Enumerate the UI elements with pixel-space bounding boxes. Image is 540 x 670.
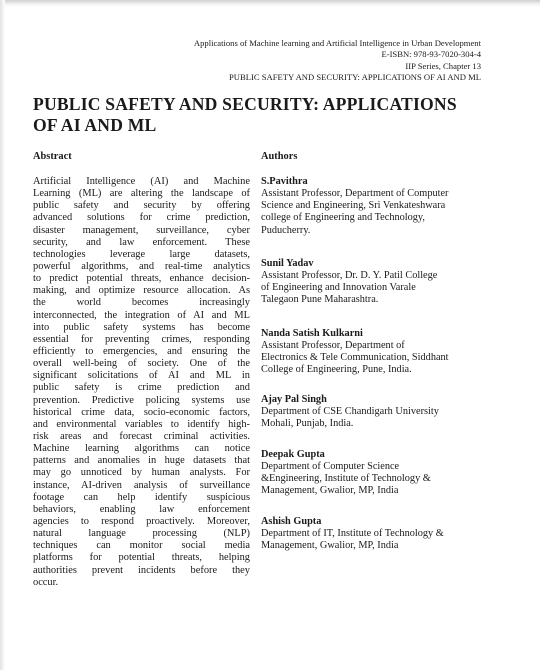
- header-series: IIP Series, Chapter 13: [405, 60, 481, 71]
- abstract-line: advanced solutions for crime prediction,: [33, 212, 250, 224]
- author-entry: [261, 449, 431, 498]
- header-book-title: Applications of Machine learning and Artificial Intelligence in Urban Development: [193, 38, 481, 48]
- abstract-line: significant solicitations of AI and ML in: [33, 370, 250, 382]
- abstract-line: occur.: [33, 576, 59, 588]
- authors-heading: Authors: [261, 151, 298, 162]
- author-name: S.Pavithra: [261, 176, 308, 187]
- affiliation-line: Assistant Professor, Department of Computer: [261, 188, 449, 200]
- author-affiliation: [261, 270, 437, 306]
- author-affiliation: [261, 188, 448, 237]
- author-entry: [261, 328, 449, 377]
- abstract-line: the world becomes increasingly: [33, 297, 250, 309]
- abstract-line: platforms for potential threats, helping: [33, 552, 250, 564]
- affiliation-line: Department of CSE Chandigarh University: [261, 406, 439, 418]
- abstract-line: efficiently to emergencies, and ensuring the: [33, 345, 250, 357]
- affiliation-line: Assistant Professor, Department of: [261, 340, 405, 352]
- abstract-line: and environmental variables to identify high-: [33, 418, 250, 430]
- author-affiliation: [261, 461, 431, 497]
- author-name: Ajay Pal Singh: [261, 394, 327, 405]
- abstract-line: prevention. Predictive policing systems use: [33, 394, 250, 406]
- abstract-line: techniques can monitor social media: [33, 540, 250, 552]
- abstract-line: instance, AI-driven analysis of surveillance: [33, 479, 250, 491]
- abstract-line: disaster management, surveillance, cyber: [33, 224, 250, 236]
- affiliation-line: Management, Gwalior, MP, India: [261, 540, 399, 552]
- affiliation-line: Department of Computer Science: [261, 461, 400, 473]
- abstract-line: authorities prevent incidents before they: [33, 564, 250, 576]
- header-chapter-title: PUBLIC SAFETY AND SECURITY: APPLICATIONS OF AI AND ML: [229, 72, 481, 83]
- affiliation-line: Department of IT, Institute of Technology &: [261, 528, 444, 540]
- author-entry: [261, 516, 444, 552]
- author-affiliation: [261, 406, 439, 430]
- abstract-line: overall well-being of society. One of the: [33, 358, 250, 370]
- abstract-line: may go unnoticed by human analysts. For: [33, 467, 250, 479]
- affiliation-line: Assistant Professor, Dr. D. Y. Patil College: [261, 270, 438, 282]
- abstract-line: technologies leverage large datasets,: [33, 248, 250, 260]
- abstract-line: interconnected, the integration of AI and ML: [33, 309, 250, 321]
- affiliation-line: Science and Engineering, Sri Venkateshwara: [261, 200, 446, 212]
- abstract-heading: Abstract: [33, 151, 72, 162]
- affiliation-line: Talegaon Pune Maharashtra.: [261, 294, 379, 306]
- abstract-line: historical crime data, socio-economic factors,: [33, 406, 250, 418]
- abstract-line: risk areas and forecast criminal activities.: [33, 430, 250, 442]
- abstract-line: public safety is crime prediction and: [33, 382, 250, 394]
- author-entry: [261, 258, 437, 307]
- abstract-line: security, and law enforcement. These: [33, 236, 250, 248]
- page-top-shadow: [0, 0, 540, 7]
- author-entry: [261, 394, 439, 430]
- abstract-line: Learning (ML) are altering the landscape of: [33, 188, 250, 200]
- affiliation-line: college of Engineering and Technology,: [261, 212, 425, 224]
- header-isbn: E-ISBN: 978-93-7020-304-4: [381, 49, 481, 60]
- abstract-line: behaviors, enabling law enforcement: [33, 503, 250, 515]
- author-name: Ashish Gupta: [261, 516, 322, 527]
- author-entry: [261, 176, 448, 237]
- author-affiliation: [261, 528, 444, 552]
- abstract-body: [33, 176, 250, 589]
- abstract-line: into public safety systems has become: [33, 321, 250, 333]
- affiliation-line: &Engineering, Institute of Technology &: [261, 473, 431, 485]
- affiliation-line: College of Engineering, Pune, India.: [261, 364, 412, 376]
- affiliation-line: Management, Gwalior, MP, India: [261, 485, 399, 497]
- affiliation-line: of Engineering and Innovation Varale: [261, 282, 416, 294]
- abstract-line: patterns and anomalies in huge datasets that: [33, 455, 250, 467]
- chapter-title-line-2: OF AI AND ML: [33, 115, 157, 135]
- chapter-title-line-1: PUBLIC SAFETY AND SECURITY: APPLICATIONS: [33, 94, 457, 114]
- abstract-line: making, and optimize resource allocation. As: [33, 285, 250, 297]
- abstract-line: essential for preventing crimes, responding: [33, 333, 250, 345]
- abstract-line: Machine learning algorithms can notice: [33, 443, 250, 455]
- abstract-line: Artificial Intelligence (AI) and Machine: [33, 176, 250, 187]
- abstract-line: footage can help identify suspicious: [33, 491, 250, 503]
- chapter-title: [33, 94, 503, 136]
- abstract-line: public safety and security by offering: [33, 200, 250, 212]
- affiliation-line: Mohali, Punjab, India.: [261, 418, 354, 430]
- abstract-line: powerful algorithms, and real-time analytics: [33, 260, 250, 272]
- author-name: Sunil Yadav: [261, 258, 314, 269]
- author-name: Nanda Satish Kulkarni: [261, 328, 363, 339]
- author-affiliation: [261, 340, 449, 376]
- page-left-shadow: [0, 0, 5, 670]
- affiliation-line: Electronics & Tele Communication, Siddhant: [261, 352, 449, 364]
- affiliation-line: Puducherry.: [261, 224, 311, 236]
- abstract-line: natural language processing (NLP): [33, 528, 250, 540]
- author-name: Deepak Gupta: [261, 449, 325, 460]
- abstract-line: agencies to respond proactively. Moreover,: [33, 515, 250, 527]
- running-header: [194, 38, 481, 84]
- abstract-line: to predict potential threats, enhance decision-: [33, 273, 250, 285]
